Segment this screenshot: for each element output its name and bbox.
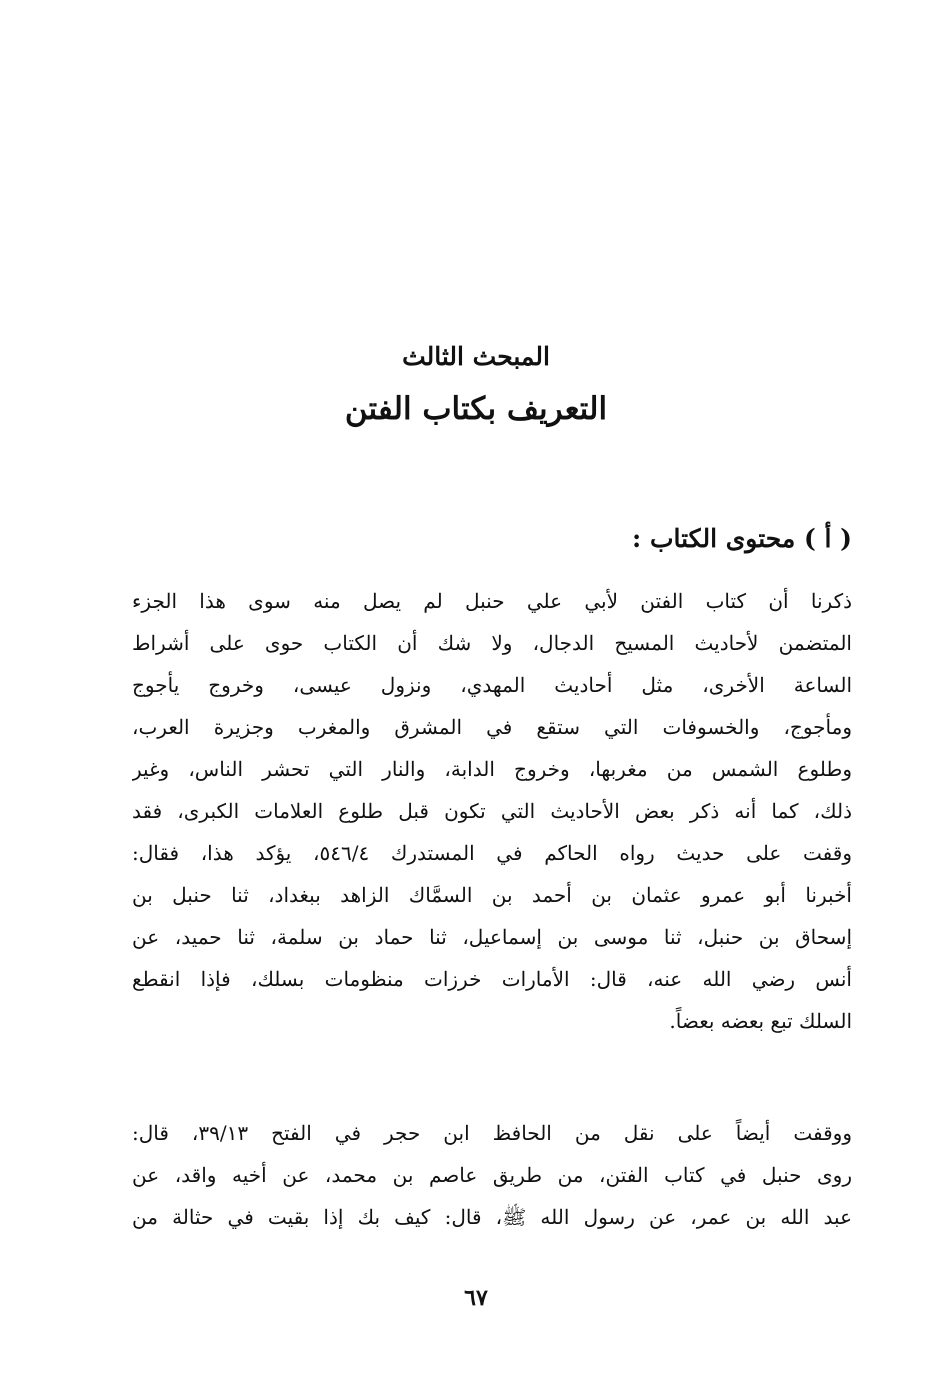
text-line: أخبرنا أبو عمرو عثمان بن أحمد بن السمَّاك الزاهد ببغداد، ثنا حنبل بن <box>132 883 852 907</box>
text-line: الساعة الأخرى، مثل أحاديث المهدي، ونزول عيسى، وخروج يأجوج <box>132 673 852 697</box>
section-heading: ( أ ) محتوى الكتاب : <box>632 524 852 553</box>
text-line: أنس رضي الله عنه، قال: الأمارات خرزات منظومات بسلك، فإذا انقطع <box>132 967 852 991</box>
text-line: المتضمن لأحاديث المسيح الدجال، ولا شك أن الكتاب حوى على أشراط <box>132 631 852 655</box>
chapter-label: المبحث الثالث <box>402 342 550 371</box>
text-line: وقفت على حديث رواه الحاكم في المستدرك ٥٤٦/٤، يؤكد هذا، فقال: <box>132 841 852 865</box>
paragraph-2 <box>132 1112 852 1238</box>
text-line: ذلك، كما أنه ذكر بعض الأحاديث التي تكون قبل طلوع العلامات الكبرى، فقد <box>132 799 852 823</box>
chapter-title: التعريف بكتاب الفتن <box>344 391 608 427</box>
text-line: ووقفت أيضاً على نقل من الحافظ ابن حجر في الفتح ٣٩/١٣، قال: <box>132 1121 852 1145</box>
text-line: السلك تبع بعضه بعضاً. <box>669 1009 852 1033</box>
text-line: روى حنبل في كتاب الفتن، من طريق عاصم بن محمد، عن أخيه واقد، عن <box>132 1163 852 1187</box>
page-number: ٦٧ <box>464 1285 488 1311</box>
chapter-heading <box>0 340 952 430</box>
text-line: ومأجوج، والخسوفات التي ستقع في المشرق والمغرب وجزيرة العرب، <box>132 715 852 739</box>
text-line: وطلوع الشمس من مغربها، وخروج الدابة، والنار التي تحشر الناس، وغير <box>132 757 852 781</box>
paragraph-1 <box>132 580 852 1042</box>
text-line: ذكرنا أن كتاب الفتن لأبي علي حنبل لم يصل منه سوى هذا الجزء <box>132 589 852 613</box>
text-line: إسحاق بن حنبل، ثنا موسى بن إسماعيل، ثنا حماد بن سلمة، ثنا حميد، عن <box>132 925 852 949</box>
text-line: عبد الله بن عمر، عن رسول الله ﷺ، قال: كيف بك إذا بقيت في حثالة من <box>132 1205 852 1229</box>
